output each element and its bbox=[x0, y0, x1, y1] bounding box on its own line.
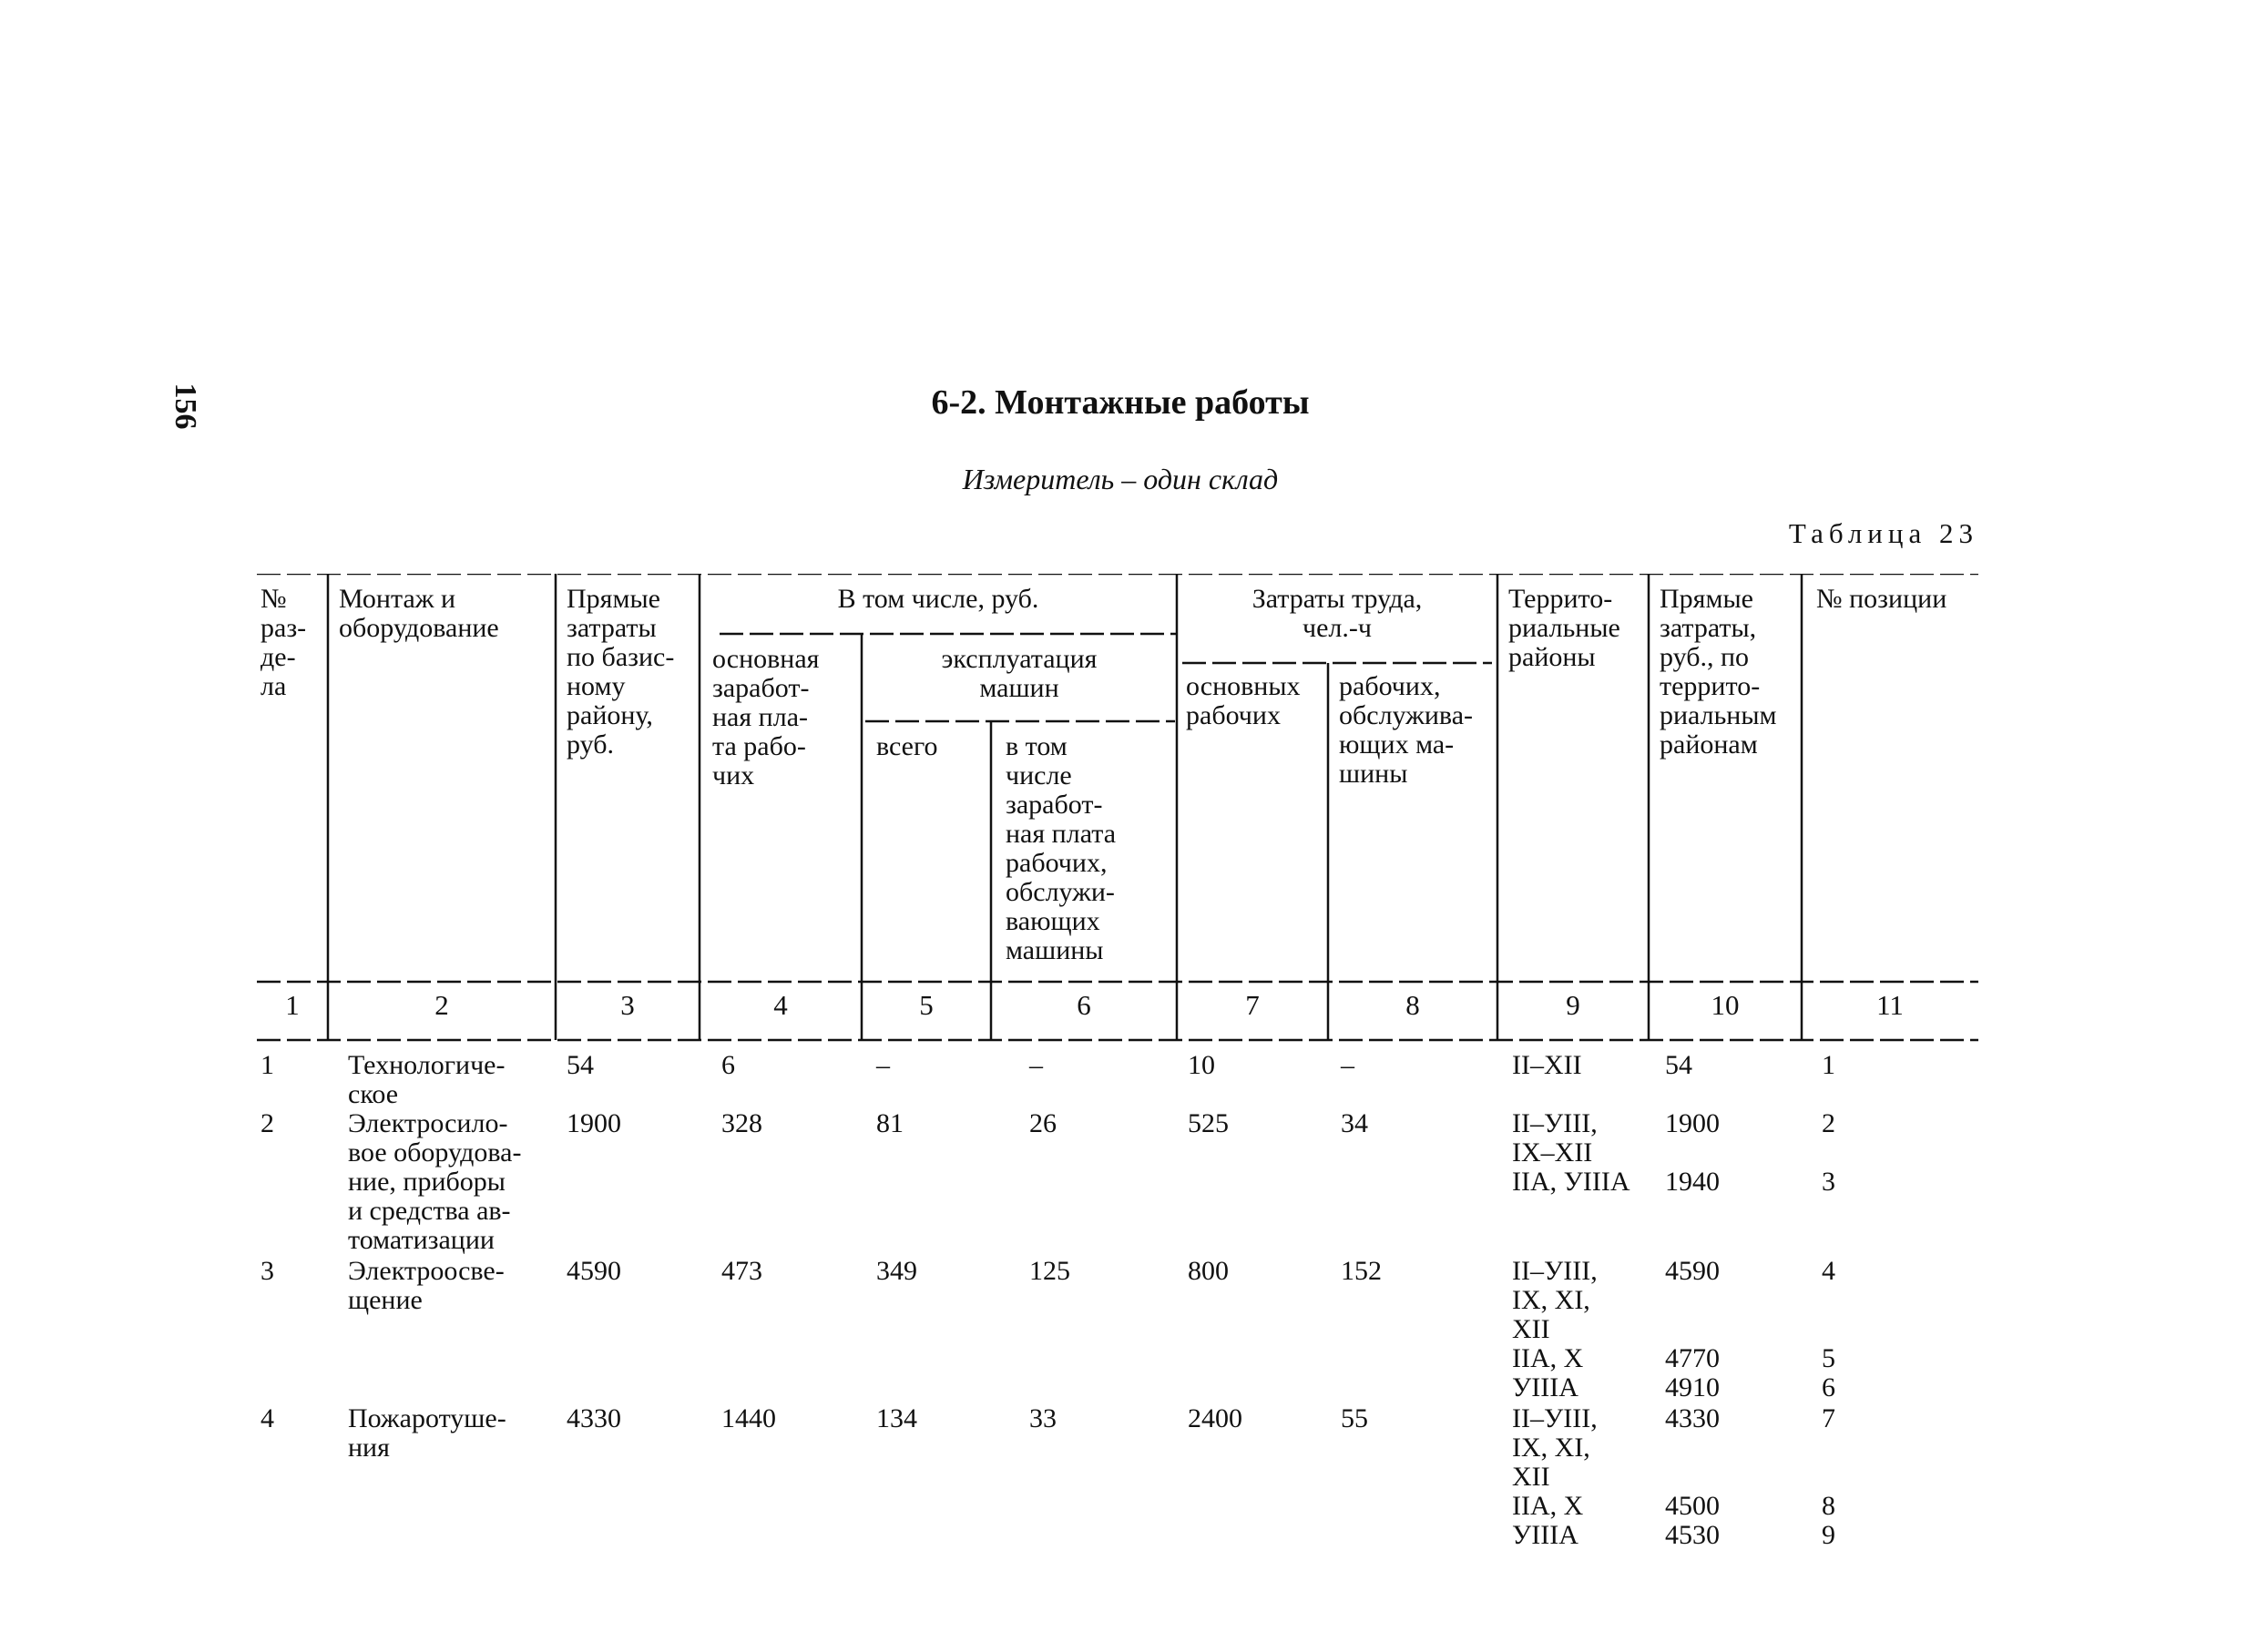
row-2-region: IIА, УIIIА bbox=[1512, 1167, 1630, 1197]
row-1-machines-total: – bbox=[876, 1050, 890, 1080]
row-3-name: Электроосве- щение bbox=[348, 1256, 505, 1315]
row-1-direct: 54 bbox=[567, 1050, 594, 1080]
row-1-labor-main: 10 bbox=[1188, 1050, 1215, 1080]
row-2-machines-wages: 26 bbox=[1029, 1108, 1057, 1138]
column-number: 2 bbox=[434, 989, 449, 1021]
column-number: 8 bbox=[1405, 989, 1420, 1021]
row-1-position: 1 bbox=[1822, 1050, 1835, 1080]
row-1-machines-wages: – bbox=[1029, 1050, 1043, 1080]
cost-table bbox=[257, 574, 1978, 1566]
row-4-position: 8 bbox=[1822, 1491, 1835, 1521]
header-group-labor: Затраты труда, чел.-ч bbox=[1251, 584, 1423, 643]
row-2-region: II–УIII, IX–XII bbox=[1512, 1108, 1598, 1168]
row-4-region: II–УIII, IX, XI, XII bbox=[1512, 1403, 1598, 1492]
row-2-wages: 328 bbox=[721, 1108, 762, 1138]
header-group-costs: В том числе, руб. bbox=[837, 584, 1039, 614]
row-4-position: 7 bbox=[1822, 1403, 1835, 1433]
row-1-region: II–XII bbox=[1512, 1050, 1582, 1080]
row-3-region-cost: 4910 bbox=[1665, 1372, 1720, 1402]
table-label: Таблица 23 bbox=[1788, 517, 1978, 549]
row-1-name: Технологиче- ское bbox=[348, 1050, 506, 1109]
column-number: 4 bbox=[773, 989, 788, 1021]
row-2-machines-total: 81 bbox=[876, 1108, 904, 1138]
header-direct-costs-base: Прямые затраты по базис- ному району, руб. bbox=[567, 584, 675, 760]
row-4-name: Пожаротуше- ния bbox=[348, 1403, 506, 1463]
row-3-labor-machine: 152 bbox=[1341, 1256, 1382, 1286]
row-1-wages: 6 bbox=[721, 1050, 735, 1080]
column-number: 11 bbox=[1876, 989, 1904, 1021]
header-group-machines: эксплуатация машин bbox=[941, 644, 1098, 703]
row-3-section: 3 bbox=[261, 1256, 274, 1286]
row-3-region-cost: 4590 bbox=[1665, 1256, 1720, 1286]
row-3-labor-main: 800 bbox=[1188, 1256, 1229, 1286]
column-number: 6 bbox=[1077, 989, 1091, 1021]
column-number: 10 bbox=[1711, 989, 1740, 1021]
row-4-region-cost: 4530 bbox=[1665, 1520, 1720, 1550]
row-4-position: 9 bbox=[1822, 1520, 1835, 1550]
row-1-section: 1 bbox=[261, 1050, 274, 1080]
row-4-machines-total: 134 bbox=[876, 1403, 917, 1433]
row-3-direct: 4590 bbox=[567, 1256, 621, 1286]
header-base-wages: основная заработ- ная пла- та рабо- чих bbox=[712, 644, 820, 790]
row-2-region-cost: 1940 bbox=[1665, 1167, 1720, 1197]
header-work-type: Монтаж и оборудование bbox=[339, 584, 499, 643]
row-3-position: 4 bbox=[1822, 1256, 1835, 1286]
row-4-labor-machine: 55 bbox=[1341, 1403, 1368, 1433]
row-1-region-cost: 54 bbox=[1665, 1050, 1692, 1080]
header-labor-main: основных рабочих bbox=[1186, 671, 1301, 730]
column-number: 9 bbox=[1566, 989, 1580, 1021]
header-position-no: № позиции bbox=[1816, 584, 1947, 614]
row-4-section: 4 bbox=[261, 1403, 274, 1433]
row-3-position: 5 bbox=[1822, 1343, 1835, 1373]
column-number: 5 bbox=[919, 989, 934, 1021]
row-3-region-cost: 4770 bbox=[1665, 1343, 1720, 1373]
row-2-direct: 1900 bbox=[567, 1108, 621, 1138]
measure-subtitle: Измеритель – один склад bbox=[962, 463, 1279, 495]
row-2-labor-main: 525 bbox=[1188, 1108, 1229, 1138]
header-machines-total: всего bbox=[876, 731, 938, 761]
row-3-region: УIIIА bbox=[1512, 1372, 1578, 1402]
row-2-section: 2 bbox=[261, 1108, 274, 1138]
row-4-region-cost: 4330 bbox=[1665, 1403, 1720, 1433]
row-4-labor-main: 2400 bbox=[1188, 1403, 1242, 1433]
header-labor-machine: рабочих, обслужива- ющих ма- шины bbox=[1339, 671, 1474, 789]
row-2-position: 3 bbox=[1822, 1167, 1835, 1197]
page-number: 156 bbox=[169, 382, 202, 430]
row-3-region: IIА, X bbox=[1512, 1343, 1584, 1373]
row-3-position: 6 bbox=[1822, 1372, 1835, 1402]
row-3-region: II–УIII, IX, XI, XII bbox=[1512, 1256, 1598, 1344]
header-machines-wages: в том числе заработ- ная плата рабочих, обслужи- вающих машины bbox=[1006, 731, 1117, 965]
row-3-machines-wages: 125 bbox=[1029, 1256, 1070, 1286]
column-number: 3 bbox=[620, 989, 635, 1021]
row-3-machines-total: 349 bbox=[876, 1256, 917, 1286]
row-4-region: IIА, X bbox=[1512, 1491, 1584, 1521]
header-section-no: № раз- де- ла bbox=[261, 584, 307, 701]
row-4-machines-wages: 33 bbox=[1029, 1403, 1057, 1433]
row-4-region-cost: 4500 bbox=[1665, 1491, 1720, 1521]
row-2-labor-machine: 34 bbox=[1341, 1108, 1368, 1138]
row-4-direct: 4330 bbox=[567, 1403, 621, 1433]
column-number: 7 bbox=[1245, 989, 1260, 1021]
column-number: 1 bbox=[285, 989, 300, 1021]
row-3-wages: 473 bbox=[721, 1256, 762, 1286]
header-regions: Террито- риальные районы bbox=[1508, 584, 1620, 672]
row-2-region-cost: 1900 bbox=[1665, 1108, 1720, 1138]
row-4-wages: 1440 bbox=[721, 1403, 776, 1433]
row-4-region: УIIIА bbox=[1512, 1520, 1578, 1550]
header-direct-costs-regions: Прямые затраты, руб., по террито- риальным районам bbox=[1660, 584, 1777, 760]
section-title: 6-2. Монтажные работы bbox=[931, 383, 1310, 422]
row-2-name: Электросило- вое оборудова- ние, приборы и средства ав- томатизации bbox=[348, 1108, 522, 1255]
row-2-position: 2 bbox=[1822, 1108, 1835, 1138]
row-1-labor-machine: – bbox=[1341, 1050, 1354, 1080]
